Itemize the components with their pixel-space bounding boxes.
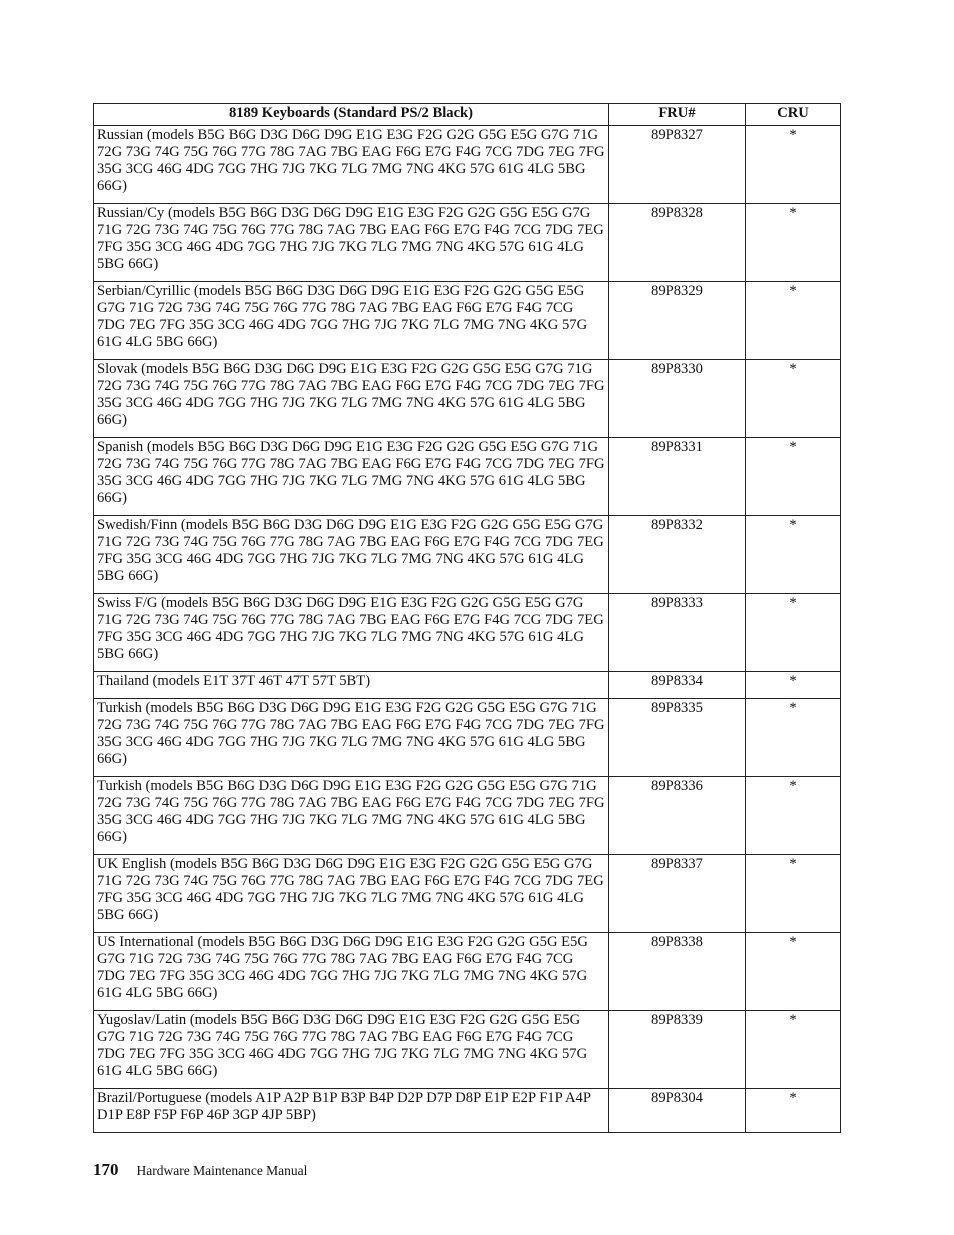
table-row <box>94 1011 841 1089</box>
row-cru-marker: * <box>746 1089 841 1133</box>
column-header-description: 8189 Keyboards (Standard PS/2 Black) <box>94 104 609 126</box>
row-description: Slovak (models B5G B6G D3G D6G D9G E1G E3G F2G G2G G5G E5G G7G 71G 72G 73G 74G 75G 76G 77G 78G 7AG 7BG EAG F6G E7G F4G 7CG 7DG 7EG 7FG 35G 3CG 46G 4DG 7GG 7HG 7JG 7KG 7LG 7MG 7NG 4KG 57G 61G 4LG 5BG 66G) <box>94 360 609 438</box>
table-row <box>94 672 841 699</box>
row-fru-number: 89P8335 <box>609 699 746 777</box>
row-description: Yugoslav/Latin (models B5G B6G D3G D6G D9G E1G E3G F2G G2G G5G E5G G7G 71G 72G 73G 74G 75G 76G 77G 78G 7AG 7BG EAG F6G E7G F4G 7CG 7DG 7EG 7FG 35G 3CG 46G 4DG 7GG 7HG 7JG 7KG 7LG 7MG 7NG 4KG 57G 61G 4LG 5BG 66G) <box>94 1011 609 1089</box>
row-fru-number: 89P8332 <box>609 516 746 594</box>
row-description: Swedish/Finn (models B5G B6G D3G D6G D9G E1G E3G F2G G2G G5G E5G G7G 71G 72G 73G 74G 75G 76G 77G 78G 7AG 7BG EAG F6G E7G F4G 7CG 7DG 7EG 7FG 35G 3CG 46G 4DG 7GG 7HG 7JG 7KG 7LG 7MG 7NG 4KG 57G 61G 4LG 5BG 66G) <box>94 516 609 594</box>
row-description: Turkish (models B5G B6G D3G D6G D9G E1G E3G F2G G2G G5G E5G G7G 71G 72G 73G 74G 75G 76G 77G 78G 7AG 7BG EAG F6G E7G F4G 7CG 7DG 7EG 7FG 35G 3CG 46G 4DG 7GG 7HG 7JG 7KG 7LG 7MG 7NG 4KG 57G 61G 4LG 5BG 66G) <box>94 699 609 777</box>
row-description: Spanish (models B5G B6G D3G D6G D9G E1G E3G F2G G2G G5G E5G G7G 71G 72G 73G 74G 75G 76G 77G 78G 7AG 7BG EAG F6G E7G F4G 7CG 7DG 7EG 7FG 35G 3CG 46G 4DG 7GG 7HG 7JG 7KG 7LG 7MG 7NG 4KG 57G 61G 4LG 5BG 66G) <box>94 438 609 516</box>
table-row <box>94 1089 841 1133</box>
row-description: Turkish (models B5G B6G D3G D6G D9G E1G E3G F2G G2G G5G E5G G7G 71G 72G 73G 74G 75G 76G 77G 78G 7AG 7BG EAG F6G E7G F4G 7CG 7DG 7EG 7FG 35G 3CG 46G 4DG 7GG 7HG 7JG 7KG 7LG 7MG 7NG 4KG 57G 61G 4LG 5BG 66G) <box>94 777 609 855</box>
table-row <box>94 516 841 594</box>
page-footer <box>93 1160 307 1180</box>
row-cru-marker: * <box>746 516 841 594</box>
row-fru-number: 89P8334 <box>609 672 746 699</box>
row-fru-number: 89P8330 <box>609 360 746 438</box>
row-description: Thailand (models E1T 37T 46T 47T 57T 5BT) <box>94 672 609 699</box>
row-description: Serbian/Cyrillic (models B5G B6G D3G D6G D9G E1G E3G F2G G2G G5G E5G G7G 71G 72G 73G 74G 75G 76G 77G 78G 7AG 7BG EAG F6G E7G F4G 7CG 7DG 7EG 7FG 35G 3CG 46G 4DG 7GG 7HG 7JG 7KG 7LG 7MG 7NG 4KG 57G 61G 4LG 5BG 66G) <box>94 282 609 360</box>
row-cru-marker: * <box>746 594 841 672</box>
row-cru-marker: * <box>746 933 841 1011</box>
row-cru-marker: * <box>746 777 841 855</box>
row-fru-number: 89P8339 <box>609 1011 746 1089</box>
table-row <box>94 855 841 933</box>
table-row <box>94 699 841 777</box>
table-row <box>94 204 841 282</box>
table-row <box>94 594 841 672</box>
row-cru-marker: * <box>746 282 841 360</box>
keyboard-fru-table <box>93 103 841 1133</box>
row-fru-number: 89P8337 <box>609 855 746 933</box>
row-cru-marker: * <box>746 1011 841 1089</box>
row-cru-marker: * <box>746 438 841 516</box>
table-row <box>94 360 841 438</box>
table-row <box>94 438 841 516</box>
table-row <box>94 933 841 1011</box>
page-number: 170 <box>93 1160 119 1179</box>
row-cru-marker: * <box>746 360 841 438</box>
column-header-fru: FRU# <box>609 104 746 126</box>
row-fru-number: 89P8338 <box>609 933 746 1011</box>
row-description: US International (models B5G B6G D3G D6G D9G E1G E3G F2G G2G G5G E5G G7G 71G 72G 73G 74G 75G 76G 77G 78G 7AG 7BG EAG F6G E7G F4G 7CG 7DG 7EG 7FG 35G 3CG 46G 4DG 7GG 7HG 7JG 7KG 7LG 7MG 7NG 4KG 57G 61G 4LG 5BG 66G) <box>94 933 609 1011</box>
row-description: Brazil/Portuguese (models A1P A2P B1P B3P B4P D2P D7P D8P E1P E2P F1P A4P D1P E8P F5P F6P 46P 3GP 4JP 5BP) <box>94 1089 609 1133</box>
row-cru-marker: * <box>746 126 841 204</box>
column-header-cru: CRU <box>746 104 841 126</box>
row-fru-number: 89P8327 <box>609 126 746 204</box>
row-fru-number: 89P8304 <box>609 1089 746 1133</box>
row-fru-number: 89P8329 <box>609 282 746 360</box>
row-description: Russian/Cy (models B5G B6G D3G D6G D9G E1G E3G F2G G2G G5G E5G G7G 71G 72G 73G 74G 75G 76G 77G 78G 7AG 7BG EAG F6G E7G F4G 7CG 7DG 7EG 7FG 35G 3CG 46G 4DG 7GG 7HG 7JG 7KG 7LG 7MG 7NG 4KG 57G 61G 4LG 5BG 66G) <box>94 204 609 282</box>
table-row <box>94 777 841 855</box>
row-cru-marker: * <box>746 204 841 282</box>
table-row <box>94 126 841 204</box>
row-fru-number: 89P8331 <box>609 438 746 516</box>
row-cru-marker: * <box>746 699 841 777</box>
row-fru-number: 89P8333 <box>609 594 746 672</box>
table-row <box>94 282 841 360</box>
manual-title: Hardware Maintenance Manual <box>136 1163 308 1178</box>
row-description: Russian (models B5G B6G D3G D6G D9G E1G E3G F2G G2G G5G E5G G7G 71G 72G 73G 74G 75G 76G 77G 78G 7AG 7BG EAG F6G E7G F4G 7CG 7DG 7EG 7FG 35G 3CG 46G 4DG 7GG 7HG 7JG 7KG 7LG 7MG 7NG 4KG 57G 61G 4LG 5BG 66G) <box>94 126 609 204</box>
row-description: Swiss F/G (models B5G B6G D3G D6G D9G E1G E3G F2G G2G G5G E5G G7G 71G 72G 73G 74G 75G 76G 77G 78G 7AG 7BG EAG F6G E7G F4G 7CG 7DG 7EG 7FG 35G 3CG 46G 4DG 7GG 7HG 7JG 7KG 7LG 7MG 7NG 4KG 57G 61G 4LG 5BG 66G) <box>94 594 609 672</box>
row-fru-number: 89P8336 <box>609 777 746 855</box>
row-cru-marker: * <box>746 672 841 699</box>
row-fru-number: 89P8328 <box>609 204 746 282</box>
row-cru-marker: * <box>746 855 841 933</box>
row-description: UK English (models B5G B6G D3G D6G D9G E1G E3G F2G G2G G5G E5G G7G 71G 72G 73G 74G 75G 76G 77G 78G 7AG 7BG EAG F6G E7G F4G 7CG 7DG 7EG 7FG 35G 3CG 46G 4DG 7GG 7HG 7JG 7KG 7LG 7MG 7NG 4KG 57G 61G 4LG 5BG 66G) <box>94 855 609 933</box>
table-header-row <box>94 104 841 126</box>
